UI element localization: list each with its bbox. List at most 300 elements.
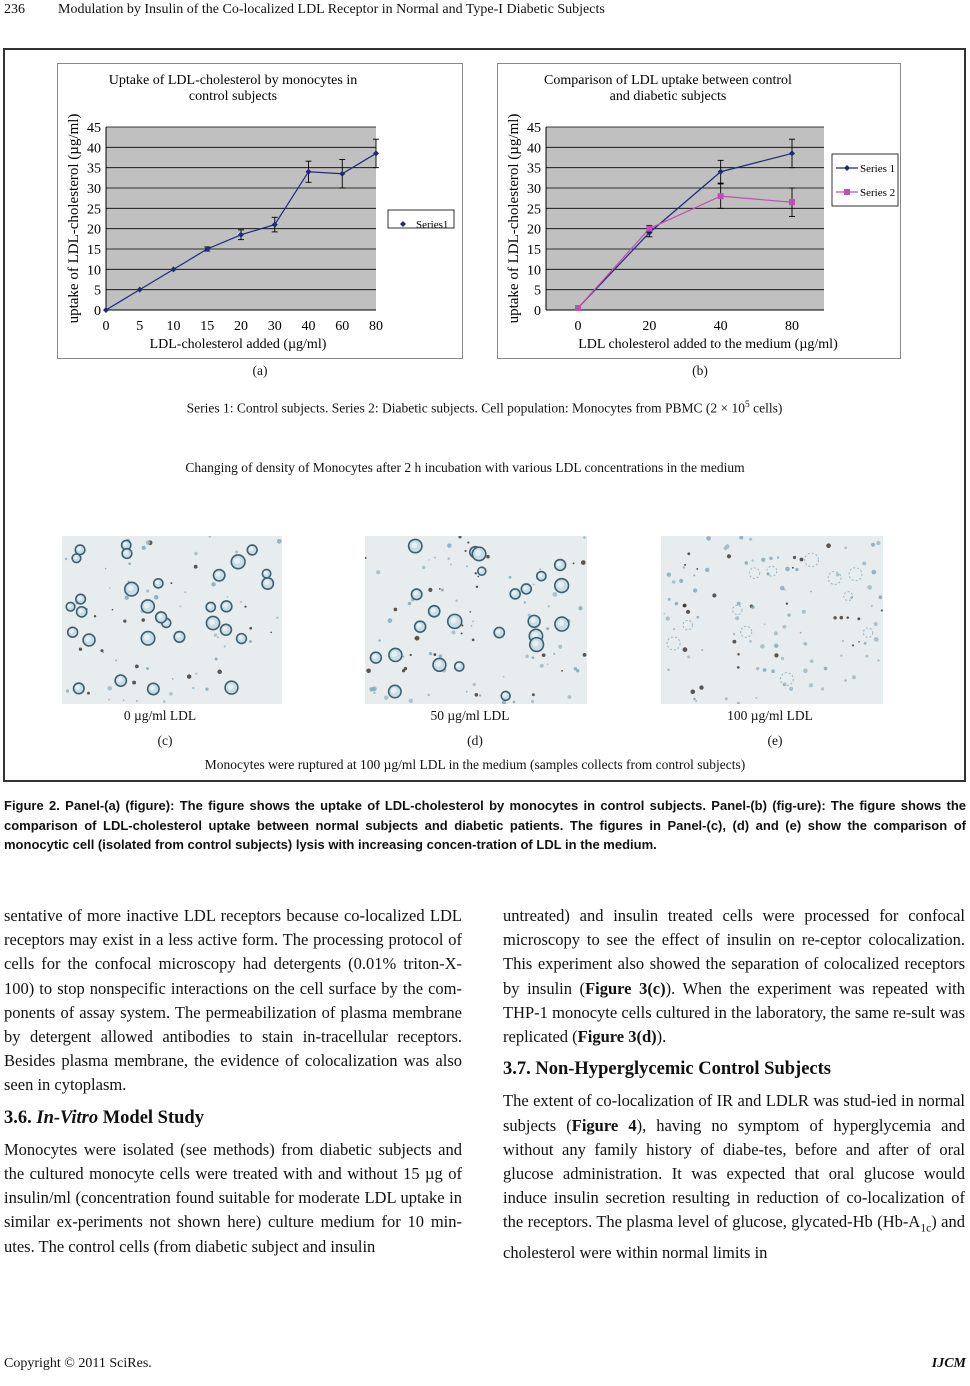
debris-dot <box>578 606 582 610</box>
y-tick-label: 5 <box>534 283 541 299</box>
debris-dot <box>760 644 764 648</box>
debris-dot <box>249 627 252 630</box>
debris-dot <box>785 567 790 572</box>
debris-dot <box>774 644 778 648</box>
debris-dot <box>184 591 186 593</box>
debris-dot <box>877 659 879 661</box>
debris-dot <box>852 675 856 679</box>
debris-dot <box>439 588 441 590</box>
debris-dot <box>128 562 131 565</box>
debris-dot <box>687 655 690 658</box>
debris-dot <box>712 593 716 597</box>
legend-label: Series1 <box>416 219 449 231</box>
debris-dot <box>531 700 534 703</box>
debris-dot <box>705 568 709 572</box>
debris-dot <box>683 647 688 652</box>
cell-highlight <box>456 663 460 667</box>
y-tick-label: 15 <box>527 243 541 258</box>
debris-dot <box>733 633 735 635</box>
debris-dot <box>573 562 575 564</box>
debris-dot <box>842 640 844 642</box>
figure-caption: Figure 2. Panel-(a) (figure): The figure shows the uptake of LDL-cholesterol by monocytes in control subjects. Panel-(b) (fig-ure): The figure shows the comparison of LDL-cholesterol uptake between normal subjects and diabetic patients. The figures in Panel-(c), (d) and (e) show the comparison of monocytic cell (isolated from control subjects) lysis with increasing concen-tration of LDL in the medium. <box>4 798 966 852</box>
debris-dot <box>581 560 586 565</box>
debris-dot <box>553 653 555 655</box>
debris-dot <box>378 639 381 642</box>
debris-dot <box>123 699 125 701</box>
debris-dot <box>525 655 529 659</box>
cell-highlight <box>523 586 527 590</box>
x-tick-label: 20 <box>234 319 248 334</box>
micrograph-e <box>661 536 883 704</box>
debris-dot <box>211 582 215 586</box>
cell-highlight <box>128 585 134 591</box>
panel-b-label: (b) <box>692 363 708 378</box>
debris-dot <box>695 700 697 702</box>
debris-dot <box>784 589 786 591</box>
debris-dot <box>793 556 796 559</box>
micrograph-d <box>365 536 587 704</box>
debris-dot <box>686 610 690 614</box>
photo-label-e: 100 µg/ml LDL <box>727 708 813 723</box>
text-run: The extent of co-localization of IR and LDLR was stud-ied in normal subjects ( <box>503 1091 965 1135</box>
plot-area <box>546 127 824 310</box>
cell-highlight <box>85 636 90 641</box>
debris-dot <box>780 586 785 591</box>
debris-dot <box>123 619 126 622</box>
cell-highlight <box>117 677 122 682</box>
debris-dot <box>879 595 883 599</box>
cell-highlight <box>558 620 564 626</box>
series-note-tail: cells) <box>749 400 783 416</box>
debris-dot <box>727 554 731 558</box>
debris-dot <box>469 611 471 613</box>
debris-dot <box>737 666 740 669</box>
debris-dot <box>800 558 804 562</box>
debris-dot <box>774 653 778 657</box>
debris-dot <box>539 568 541 570</box>
debris-dot <box>410 654 412 656</box>
text-run: ), having no symptom of hyperglycemia and without any family history of diabe-tes, before and after of oral glucose administration. It was expected that oral glucose would induce insulin secretion resulting in reduction of co-localization of the receptors. The plasma level of glucose, glycated-Hb (Hb-A <box>503 1115 965 1232</box>
debris-dot <box>433 653 436 656</box>
debris-dot <box>472 620 474 622</box>
debris-dot <box>800 632 802 634</box>
debris-dot <box>862 561 866 565</box>
debris-dot <box>553 592 558 597</box>
cell-highlight <box>475 550 481 556</box>
chart-title: Uptake of LDL-cholesterol by monocytes in <box>108 73 358 88</box>
cell-highlight <box>77 596 81 600</box>
debris-dot <box>107 686 112 691</box>
photo-label-d: 50 µg/ml LDL <box>430 708 510 723</box>
debris-dot <box>439 654 443 658</box>
debris-dot <box>764 623 766 625</box>
paragraph: Monocytes were isolated (see methods) from diabetic subjects and the cultured monocyte cells were treated with and without 15 µg of insulin/ml (concentration found suitable for moderate LDL uptake in similar ex-periments not shown here) culture medium for 10 min-utes. The control cells (from diabetic subject and insulin <box>4 1139 462 1256</box>
text-run: ) and cholesterol were within normal limits in <box>503 1212 965 1262</box>
left-column <box>4 904 462 1259</box>
debris-dot <box>802 610 806 614</box>
debris-dot <box>154 595 159 600</box>
debris-dot <box>826 543 831 548</box>
text-run: ). When the experiment was repeated with THP-1 monocyte cells cultured in the laboratory, the same re-sult was replicated ( <box>503 978 965 1047</box>
y-tick-label: 40 <box>87 141 101 157</box>
x-tick-label: 10 <box>166 319 181 334</box>
debris-dot <box>136 700 138 702</box>
debris-dot <box>583 653 587 657</box>
debris-dot <box>774 631 778 635</box>
debris-dot <box>787 613 790 616</box>
debris-dot <box>668 598 671 601</box>
cell-highlight <box>234 558 240 564</box>
panel-e-label: (e) <box>767 733 783 748</box>
debris-dot <box>756 667 759 670</box>
debris-dot <box>376 570 380 574</box>
cell-highlight <box>78 609 83 614</box>
debris-dot <box>163 700 166 703</box>
debris-dot <box>170 582 172 584</box>
debris-dot <box>451 630 455 634</box>
text-run: untreated) and insulin treated cells were processed for confocal microscopy to see the effect of insulin on re-ceptor colocalization. This experiment also showed the separation of colocalized receptors by insulin ( <box>503 906 965 998</box>
debris-dot <box>804 642 807 645</box>
debris-dot <box>783 625 787 629</box>
debris-dot <box>434 557 436 559</box>
chart-title-line2: control subjects <box>188 89 278 104</box>
debris-dot <box>546 627 549 630</box>
debris-dot <box>840 616 844 620</box>
figure-reference[interactable]: Figure 4 <box>571 1115 637 1135</box>
cell-highlight <box>150 685 155 690</box>
x-tick-label: 40 <box>713 319 728 334</box>
debris-dot <box>872 570 877 575</box>
legend <box>832 154 898 206</box>
debris-dot <box>105 568 107 570</box>
y-tick-label: 30 <box>87 182 101 197</box>
debris-dot <box>277 539 282 544</box>
debris-dot <box>533 584 535 586</box>
debris-dot <box>125 596 129 600</box>
x-tick-label: 5 <box>136 319 144 334</box>
right-column <box>503 904 965 1265</box>
x-tick-label: 30 <box>267 319 282 334</box>
y-axis-label: uptake of LDL-cholesterol (µg/ml) <box>506 113 522 324</box>
chart-a <box>58 64 462 358</box>
debris-dot <box>227 596 229 598</box>
debris-dot <box>108 699 110 701</box>
debris-dot <box>876 541 880 545</box>
cell-highlight <box>223 603 228 608</box>
debris-dot <box>852 644 854 646</box>
photo-background <box>661 536 883 704</box>
debris-dot <box>217 670 222 675</box>
x-tick-label: 0 <box>102 319 110 334</box>
debris-dot <box>472 638 475 641</box>
debris-dot <box>205 687 208 690</box>
debris-dot <box>558 645 562 649</box>
debris-dot <box>135 664 139 668</box>
y-tick-label: 10 <box>87 263 101 279</box>
debris-dot <box>737 653 740 656</box>
debris-dot <box>691 690 696 695</box>
legend-label: Series 1 <box>860 163 896 175</box>
section-heading-3-6 <box>4 1106 462 1130</box>
cell-highlight <box>77 547 81 551</box>
page-footer <box>4 1356 966 1372</box>
figure-reference[interactable]: Figure 3(c) <box>585 978 666 998</box>
cell-highlight <box>479 568 483 572</box>
debris-dot <box>735 616 739 620</box>
debris-dot <box>673 628 675 630</box>
debris-dot <box>810 659 814 663</box>
debris-dot <box>725 697 728 700</box>
cell-highlight <box>74 555 78 559</box>
debris-dot <box>693 574 695 576</box>
debris-dot <box>461 632 463 634</box>
cell-highlight <box>451 617 457 623</box>
cell-highlight <box>538 573 542 577</box>
y-tick-label: 35 <box>527 161 541 177</box>
cell-highlight <box>557 562 562 567</box>
debris-dot <box>844 546 847 549</box>
debris-dot <box>415 636 420 641</box>
debris-dot <box>696 568 698 570</box>
debris-dot <box>846 616 849 619</box>
debris-dot <box>540 664 544 668</box>
debris-dot <box>408 602 412 606</box>
debris-dot <box>857 617 860 620</box>
x-tick-label: 60 <box>335 319 350 334</box>
debris-dot <box>667 669 669 671</box>
debris-dot <box>684 564 686 566</box>
data-point <box>789 199 795 205</box>
density-title: Changing of density of Monocytes after 2 h incubation with various LDL concentrations in the medium <box>185 460 745 475</box>
data-point <box>718 193 724 199</box>
x-tick-label: 80 <box>785 319 799 334</box>
y-tick-label: 25 <box>527 202 541 218</box>
debris-dot <box>874 622 878 626</box>
debris-dot <box>864 642 867 645</box>
figure-2 <box>3 48 966 782</box>
series-note-exponent: 5 <box>745 400 750 410</box>
heading-number: 3.6. <box>4 1107 37 1128</box>
y-tick-label: 15 <box>87 243 101 258</box>
debris-dot <box>187 674 191 678</box>
cell-highlight <box>496 629 501 634</box>
debris-dot <box>724 546 728 550</box>
debris-dot <box>810 591 812 593</box>
debris-dot <box>824 667 828 671</box>
y-tick-label: 0 <box>94 304 101 319</box>
cell-highlight <box>530 618 535 623</box>
debris-dot <box>109 587 111 589</box>
cell-highlight <box>124 550 128 554</box>
debris-dot <box>561 670 563 672</box>
debris-dot <box>871 543 875 547</box>
series-note <box>5 400 964 417</box>
chart-b <box>498 64 900 358</box>
cell-highlight <box>391 651 397 657</box>
photo-label-c: 0 µg/ml LDL <box>123 708 197 723</box>
y-tick-label: 5 <box>94 283 101 299</box>
debris-dot <box>524 601 526 603</box>
chart-panel-b <box>497 63 901 359</box>
debris-dot <box>749 640 752 643</box>
debris-dot <box>732 640 736 644</box>
debris-dot <box>141 618 145 622</box>
debris-dot <box>94 615 96 617</box>
debris-dot <box>751 605 755 609</box>
figure-reference[interactable]: Figure 3(d) <box>577 1027 657 1047</box>
data-point <box>646 226 652 232</box>
cell-highlight <box>391 688 397 694</box>
debris-dot <box>172 678 174 680</box>
debris-dot <box>142 546 146 550</box>
journal-name: IJCM <box>931 1356 966 1371</box>
debris-dot <box>786 603 788 605</box>
debris-dot <box>664 613 666 615</box>
rupture-note: Monocytes were ruptured at 100 µg/ml LDL in the medium (samples collects from control subjects) <box>204 757 746 772</box>
debris-dot <box>447 543 451 547</box>
debris-dot <box>473 683 476 686</box>
cell-highlight <box>264 571 268 575</box>
debris-dot <box>215 658 218 661</box>
x-tick-label: 20 <box>642 319 657 334</box>
x-tick-label: 15 <box>200 319 215 334</box>
cell-highlight <box>75 685 80 690</box>
y-tick-label: 25 <box>87 202 101 218</box>
debris-dot <box>547 663 549 665</box>
cell-highlight <box>533 640 539 646</box>
panel-a-label: (a) <box>252 363 268 378</box>
debris-dot <box>821 687 824 690</box>
debris-dot <box>249 640 252 643</box>
debris-dot <box>479 694 481 696</box>
debris-dot <box>132 681 136 685</box>
debris-dot <box>447 557 450 560</box>
cell-highlight <box>431 608 436 613</box>
cell-highlight <box>144 602 150 608</box>
cell-highlight <box>372 654 377 659</box>
debris-dot <box>745 561 749 565</box>
x-axis-label: LDL cholesterol added to the medium (µg/ml) <box>578 337 838 352</box>
x-tick-label: 80 <box>369 319 383 334</box>
debris-dot <box>244 606 246 608</box>
debris-dot <box>513 701 516 704</box>
debris-dot <box>276 617 278 619</box>
debris-dot <box>809 683 813 687</box>
cell-highlight <box>216 572 221 577</box>
legend-marker <box>844 189 850 195</box>
debris-dot <box>466 565 468 567</box>
debris-dot <box>146 540 151 545</box>
cell-highlight <box>436 661 442 667</box>
debris-dot <box>441 588 444 591</box>
legend-label: Series 2 <box>860 187 896 199</box>
debris-dot <box>467 541 469 543</box>
y-tick-label: 45 <box>527 121 541 136</box>
debris-dot <box>422 566 426 570</box>
debris-dot <box>701 649 703 651</box>
debris-dot <box>763 668 767 672</box>
paragraph <box>503 904 965 1049</box>
y-tick-label: 10 <box>527 263 541 279</box>
debris-dot <box>428 559 430 561</box>
cell-highlight <box>123 542 127 546</box>
debris-dot <box>476 586 478 588</box>
cell-highlight <box>558 581 564 587</box>
running-title: Modulation by Insulin of the Co-localized LDL Receptor in Normal and Type-I Diabetic Subjects <box>58 2 605 17</box>
debris-dot <box>427 694 430 697</box>
x-tick-label: 40 <box>301 319 316 334</box>
debris-dot <box>146 589 149 592</box>
debris-dot <box>112 609 114 611</box>
debris-dot <box>865 655 868 658</box>
section-heading-3-7: 3.7. Non-Hyperglycemic Control Subjects <box>503 1059 831 1080</box>
debris-dot <box>466 691 468 693</box>
debris-dot <box>666 616 670 620</box>
debris-dot <box>79 648 82 651</box>
cell-highlight <box>176 633 181 638</box>
debris-dot <box>576 669 579 672</box>
y-tick-label: 40 <box>527 141 541 157</box>
copyright: Copyright © 2011 SciRes. <box>4 1356 152 1371</box>
cell-highlight <box>417 623 422 628</box>
debris-dot <box>146 667 149 670</box>
chart-panel-a <box>57 63 463 359</box>
debris-dot <box>486 555 490 559</box>
y-axis-label: uptake of LDL-cholesterol (µg/ml) <box>66 113 82 324</box>
debris-dot <box>568 695 572 699</box>
debris-dot <box>475 572 477 574</box>
debris-dot <box>394 608 398 612</box>
debris-dot <box>803 668 808 673</box>
debris-dot <box>548 605 550 607</box>
debris-dot <box>428 588 432 592</box>
panel-c-label: (c) <box>157 733 173 748</box>
debris-dot <box>366 668 371 673</box>
debris-dot <box>235 551 238 554</box>
debris-dot <box>781 657 784 660</box>
y-tick-label: 20 <box>527 222 541 238</box>
debris-dot <box>224 645 226 647</box>
debris-dot <box>532 693 535 696</box>
debris-dot <box>100 649 103 652</box>
debris-dot <box>749 538 752 541</box>
debris-dot <box>867 585 872 590</box>
debris-dot <box>369 687 374 692</box>
plot-area <box>106 127 376 310</box>
cell-highlight <box>264 580 269 585</box>
debris-dot <box>844 679 846 681</box>
debris-dot <box>683 566 686 569</box>
debris-dot <box>667 572 671 576</box>
debris-dot <box>65 558 67 560</box>
data-point <box>575 305 581 311</box>
debris-dot <box>465 550 467 552</box>
debris-dot <box>874 637 879 642</box>
y-tick-label: 35 <box>87 161 101 177</box>
debris-dot <box>840 655 842 657</box>
debris-dot <box>696 616 699 619</box>
debris-dot <box>455 600 458 603</box>
debris-dot <box>542 653 546 657</box>
debris-dot <box>583 536 585 538</box>
page-header <box>0 0 970 24</box>
debris-dot <box>388 618 393 623</box>
x-tick-label: 0 <box>574 319 582 334</box>
debris-dot <box>706 536 711 541</box>
debris-dot <box>477 576 479 578</box>
debris-dot <box>789 687 793 691</box>
debris-dot <box>503 676 505 678</box>
